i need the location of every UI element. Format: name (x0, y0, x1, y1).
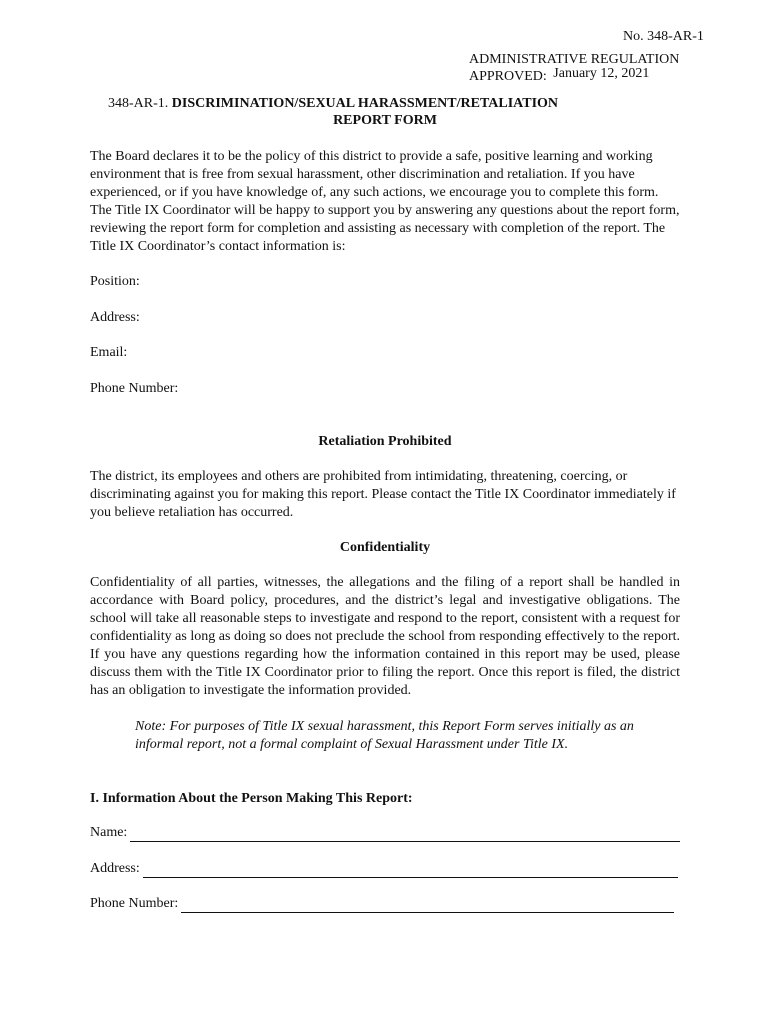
reporter-address-field[interactable] (90, 860, 678, 878)
reporter-phone-field[interactable] (90, 895, 674, 913)
intro-paragraph: The Board declares it to be the policy of this district to provide a safe, positive learning and working environment that is free from sexual harassment, other discrimination and retaliation. If you have experienced, or if you have knowledge of, any such actions, we encourage you to complete this form. The Title IX Coordinator will be happy to support you by answering any questions about the report form, reviewing the report form for completion and assisting as necessary with completion of the report. The Title IX Coordinator’s contact information is: (90, 149, 680, 254)
reporter-name-field[interactable] (90, 824, 680, 842)
section1-heading: I. Information About the Person Making This Report: (90, 791, 413, 806)
coordinator-address-label: Address: (90, 310, 140, 325)
title-line1: DISCRIMINATION/SEXUAL HARASSMENT/RETALIATION (171, 96, 559, 111)
coordinator-position-label: Position: (90, 274, 140, 289)
title-ix-note: Note: For purposes of Title IX sexual harassment, this Report Form serves initially as an informal report, not a formal complaint of Sexual Harassment under Title IX. (135, 719, 634, 752)
form-title (108, 95, 558, 113)
reporter-phone-label: Phone Number: (90, 896, 179, 911)
reporter-address-blank[interactable] (143, 863, 678, 878)
reporter-phone-blank[interactable] (181, 898, 674, 913)
title-line2: REPORT FORM (333, 113, 437, 128)
reporter-name-label: Name: (90, 825, 128, 840)
coordinator-email-label: Email: (90, 345, 128, 360)
retaliation-text: The district, its employees and others are prohibited from intimidating, threatening, coercing, or discriminating against you for making this report. Please contact the Title IX Coordinator immediately if you believe retaliation has occurred. (90, 469, 676, 520)
reporter-name-blank[interactable] (130, 827, 680, 842)
confidentiality-text: Confidentiality of all parties, witnesses, the allegations and the filing of a report shall be handled in accordance with Board policy, procedures, and the district’s legal and investigative obligations. The school will take all reasonable steps to investigate and respond to the report, consistent with a request for confidentiality as long as doing so does not preclude the school from responding effectively to the report. If you have any questions regarding how the information contained in this report may be used, please discuss them with the Title IX Coordinator prior to filing the report. Once this report is filed, the district has an obligation to investigate the information provided. (90, 575, 680, 698)
regulation-type: ADMINISTRATIVE REGULATION (469, 52, 680, 67)
doc-number: No. 348-AR-1 (623, 29, 704, 44)
coordinator-phone-label: Phone Number: (90, 381, 179, 396)
approved-date: January 12, 2021 (553, 66, 650, 81)
title-prefix: 348-AR-1. (108, 96, 169, 111)
retaliation-heading: Retaliation Prohibited (318, 434, 452, 449)
approved-line (469, 68, 649, 86)
confidentiality-heading: Confidentiality (339, 540, 431, 555)
approved-label: APPROVED: (469, 69, 547, 84)
reporter-address-label: Address: (90, 861, 140, 876)
